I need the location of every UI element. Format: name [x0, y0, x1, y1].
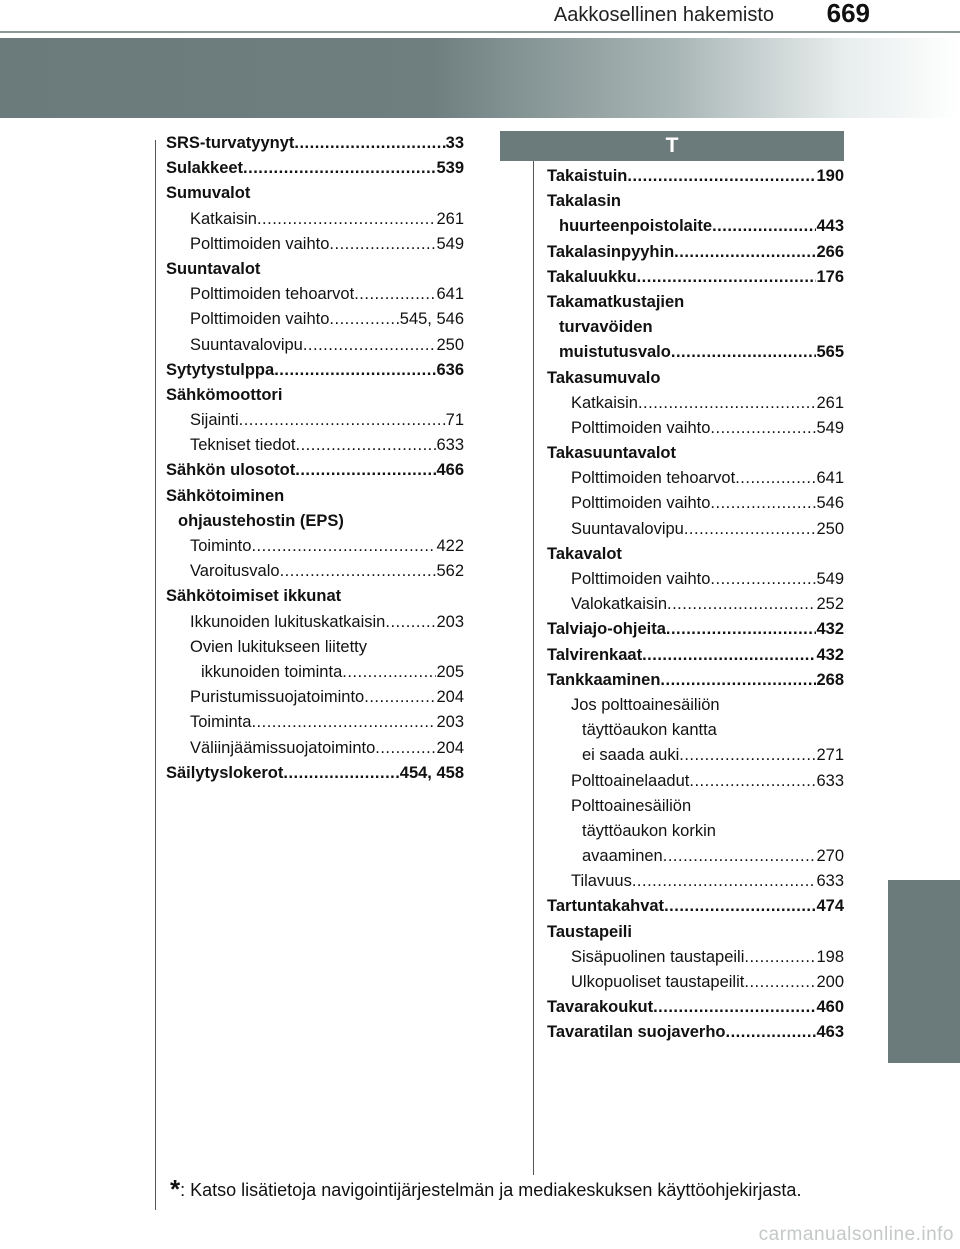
index-term: Polttimoiden vaihto	[571, 494, 711, 513]
index-term: Sähkömoottori	[166, 385, 283, 404]
index-term: Polttimoiden tehoarvot	[190, 285, 355, 304]
dot-leader	[642, 643, 816, 668]
dot-leader	[385, 610, 436, 635]
dot-leader	[689, 769, 816, 794]
index-page-ref: 641	[816, 469, 844, 488]
index-term: Valokatkaisin	[571, 595, 667, 614]
index-entry	[547, 189, 844, 214]
index-page-ref: 33	[445, 134, 464, 152]
dot-leader	[243, 156, 436, 181]
index-term: Ovien lukitukseen liitetty	[190, 637, 367, 656]
index-page-ref: 565	[816, 343, 844, 362]
index-term: Ulkopuoliset taustapeilit	[571, 973, 745, 991]
index-entry	[547, 366, 844, 391]
index-page-ref: 443	[816, 217, 844, 236]
index-term: ohjaustehostin (EPS)	[178, 511, 344, 530]
index-page-ref: 633	[816, 771, 844, 790]
index-page-ref: 545, 546	[399, 310, 464, 329]
index-page-ref: 546	[816, 494, 844, 513]
dot-leader	[671, 340, 817, 365]
index-term: ei saada auki	[582, 746, 680, 765]
dot-leader	[303, 333, 437, 358]
index-entry	[547, 340, 844, 365]
index-page-ref: 549	[816, 570, 844, 588]
index-term: Taustapeili	[547, 922, 632, 941]
dot-leader	[653, 995, 816, 1020]
dot-leader	[342, 660, 436, 685]
index-entry	[547, 491, 844, 516]
index-page-ref: 549	[436, 234, 464, 253]
index-entry	[547, 164, 844, 189]
dot-leader	[354, 282, 436, 307]
index-term: Takalasin	[547, 192, 621, 211]
index-entry	[547, 265, 844, 290]
index-term: Puristumissuojatoiminto	[190, 688, 365, 707]
index-entry	[166, 761, 464, 786]
dot-leader	[239, 408, 446, 433]
index-entry	[166, 383, 464, 408]
index-term: Toiminta	[190, 713, 252, 732]
index-term: huurteenpoistolaite	[559, 217, 713, 236]
index-term: Polttimoiden vaihto	[190, 234, 330, 253]
index-entry	[547, 567, 844, 592]
index-page-ref: 633	[436, 436, 464, 455]
dot-leader	[280, 559, 437, 584]
index-term: Suuntavalot	[166, 259, 261, 278]
index-entry	[166, 559, 464, 584]
header-banner	[0, 38, 960, 118]
index-entry	[547, 769, 844, 794]
index-term: Tavarakoukut	[547, 998, 654, 1017]
index-term: Sytytystulppa	[166, 360, 275, 379]
dot-leader	[274, 358, 436, 383]
index-page-ref: 432	[816, 645, 844, 664]
index-term: täyttöaukon korkin	[582, 821, 716, 840]
index-term: Tankkaaminen	[547, 670, 661, 689]
index-page-ref: 261	[816, 393, 844, 412]
index-term: Polttimoiden vaihto	[571, 418, 711, 437]
index-term: Tilavuus	[571, 872, 632, 891]
index-entry	[547, 794, 844, 819]
index-term: Takavalot	[547, 544, 622, 563]
index-column-left	[166, 131, 464, 786]
index-entry	[166, 131, 464, 156]
index-entry	[547, 214, 844, 239]
index-term: avaaminen	[582, 847, 663, 866]
dot-leader	[667, 592, 816, 617]
dot-leader	[251, 534, 436, 559]
index-page-ref: 271	[816, 746, 844, 765]
index-entry	[547, 894, 844, 919]
index-entry	[166, 307, 464, 332]
index-entry	[166, 584, 464, 609]
index-entry	[547, 643, 844, 668]
index-page-ref: 474	[816, 897, 844, 916]
footnote-text: : Katso lisätietoja navigointijärjestelmän ja mediakeskuksen käyttöohjekirjasta.	[180, 1180, 802, 1200]
dot-leader	[638, 391, 817, 416]
index-entry	[547, 1020, 844, 1045]
index-page-ref: 250	[816, 519, 844, 538]
index-entry	[547, 542, 844, 567]
index-page-ref: 422	[436, 537, 464, 555]
section-letter-header: T	[500, 131, 844, 161]
index-page-ref: 250	[436, 335, 464, 354]
index-entry	[547, 668, 844, 693]
index-entry	[166, 509, 464, 534]
index-entry	[547, 466, 844, 491]
index-entry	[547, 416, 844, 441]
index-term: Takamatkustajien	[547, 292, 685, 311]
dot-leader	[674, 240, 816, 265]
index-term: Tekniset tiedot	[190, 436, 296, 455]
index-entry	[166, 433, 464, 458]
index-entry	[547, 718, 844, 743]
index-term: Talviajo-ohjeita	[547, 620, 666, 639]
dot-leader	[744, 945, 816, 970]
index-term: Katkaisin	[571, 393, 638, 412]
index-entry	[547, 995, 844, 1020]
index-term: Takaluukku	[547, 267, 637, 286]
index-page-ref: 71	[445, 411, 464, 430]
index-term: Takalasinpyyhin	[547, 242, 675, 261]
index-entry	[547, 441, 844, 466]
index-term: Varoitusvalo	[190, 562, 280, 581]
index-entry	[166, 710, 464, 735]
index-entry	[547, 945, 844, 970]
index-page-ref: 204	[436, 738, 464, 757]
index-page-ref: 200	[816, 973, 844, 991]
middle-column-rule	[533, 150, 534, 1175]
index-page-ref: 539	[436, 159, 464, 178]
dot-leader	[726, 1020, 817, 1045]
index-term: Takasuuntavalot	[547, 444, 676, 463]
index-page-ref: 261	[436, 209, 464, 228]
index-page-ref: 204	[436, 688, 464, 707]
index-entry	[166, 408, 464, 433]
index-entry	[166, 333, 464, 358]
index-page-ref: 454, 458	[399, 763, 464, 782]
index-entry	[166, 156, 464, 181]
dot-leader	[710, 567, 816, 592]
index-term: Suuntavalovipu	[571, 519, 684, 538]
dot-leader	[295, 433, 436, 458]
index-page-ref: 270	[816, 847, 844, 866]
index-term: Tavaratilan suojaverho	[547, 1023, 726, 1042]
dot-leader	[283, 761, 399, 786]
index-term: Sähkötoiminen	[166, 486, 285, 505]
index-entry	[166, 610, 464, 635]
index-page-ref: 549	[816, 418, 844, 437]
dot-leader	[712, 214, 816, 239]
dot-leader	[710, 491, 816, 516]
index-term: Sähkön ulosotot	[166, 461, 296, 480]
index-entry	[547, 970, 844, 995]
index-term: Ikkunoiden lukituskatkaisin	[190, 612, 386, 631]
index-term: Sulakkeet	[166, 159, 244, 178]
index-term: Säilytyslokerot	[166, 763, 284, 782]
left-column-rule	[155, 140, 156, 1210]
index-entry	[547, 743, 844, 768]
index-term: Polttoainesäiliön	[571, 796, 692, 815]
dot-leader	[684, 517, 817, 542]
index-page-ref: 203	[436, 612, 464, 631]
index-entry	[547, 290, 844, 315]
index-term: turvavöiden	[559, 318, 653, 337]
page-number: 669	[826, 0, 870, 28]
index-entry	[166, 685, 464, 710]
dot-leader	[375, 736, 436, 761]
footnote	[170, 1174, 801, 1205]
index-page-ref: 176	[816, 267, 844, 286]
index-page-ref: 266	[816, 242, 844, 261]
watermark: carmanualsonline.info	[758, 1224, 954, 1245]
header-title: Aakkosellinen hakemisto	[553, 4, 774, 26]
index-entry	[166, 635, 464, 660]
dot-leader	[679, 743, 816, 768]
dot-leader	[710, 416, 816, 441]
index-page-ref: 460	[816, 998, 844, 1017]
index-term: Väliinjäämissuojatoiminto	[190, 738, 376, 757]
index-entry	[166, 660, 464, 685]
footnote-star: *	[170, 1174, 181, 1204]
index-page-ref: 205	[436, 662, 464, 681]
index-page-ref: 190	[816, 167, 844, 185]
index-page-ref: 198	[816, 947, 844, 966]
index-entry	[547, 315, 844, 340]
dot-leader	[664, 894, 816, 919]
index-entry	[166, 232, 464, 257]
index-term: Polttimoiden vaihto	[571, 570, 711, 588]
index-entry	[547, 517, 844, 542]
index-term: Jos polttoainesäiliön	[571, 695, 720, 714]
index-term: Polttoainelaadut	[571, 771, 690, 790]
index-page-ref: 636	[436, 360, 464, 379]
dot-leader	[295, 458, 436, 483]
index-term: Talvirenkaat	[547, 645, 643, 664]
index-entry	[166, 257, 464, 282]
index-term: SRS-turvatyynyt	[166, 134, 295, 152]
index-term: Sumuvalot	[166, 184, 251, 203]
index-page-ref: 562	[436, 562, 464, 581]
index-entry	[547, 617, 844, 642]
index-entry	[166, 458, 464, 483]
index-entry	[166, 534, 464, 559]
dot-leader	[666, 617, 817, 642]
index-entry	[547, 819, 844, 844]
index-page-ref: 203	[436, 713, 464, 732]
index-term: Toiminto	[190, 537, 252, 555]
dot-leader	[744, 970, 816, 995]
index-column-right	[547, 131, 844, 1046]
index-page-ref: 432	[816, 620, 844, 639]
index-term: Takasumuvalo	[547, 368, 661, 387]
index-page-ref: 252	[816, 595, 844, 614]
index-entry	[166, 736, 464, 761]
index-entry	[166, 282, 464, 307]
index-term: Takaistuin	[547, 167, 628, 185]
dot-leader	[632, 869, 817, 894]
index-term: Katkaisin	[190, 209, 257, 228]
index-entry	[547, 391, 844, 416]
index-entry	[547, 592, 844, 617]
index-term: Polttimoiden vaihto	[190, 310, 330, 329]
index-term: ikkunoiden toiminta	[201, 662, 343, 681]
dot-leader	[663, 844, 817, 869]
index-page-ref: 633	[816, 872, 844, 891]
index-term: Polttimoiden tehoarvot	[571, 469, 736, 488]
index-term: Sisäpuolinen taustapeili	[571, 947, 745, 966]
index-page-ref: 268	[816, 670, 844, 689]
dot-leader	[364, 685, 436, 710]
index-entry	[166, 207, 464, 232]
index-entry	[166, 484, 464, 509]
index-page-ref: 466	[436, 461, 464, 480]
index-term: Sähkötoimiset ikkunat	[166, 587, 342, 606]
index-entry	[547, 844, 844, 869]
index-term: muistutusvalo	[559, 343, 671, 362]
dot-leader	[660, 668, 816, 693]
index-entry	[547, 693, 844, 718]
index-entry	[166, 181, 464, 206]
dot-leader	[627, 164, 816, 189]
dot-leader	[637, 265, 817, 290]
index-term: Suuntavalovipu	[190, 335, 303, 354]
thumb-tab	[888, 880, 960, 1063]
index-entry	[547, 920, 844, 945]
dot-leader	[251, 710, 436, 735]
dot-leader	[329, 232, 436, 257]
dot-leader	[257, 207, 437, 232]
page-header	[0, 0, 960, 30]
index-term: täyttöaukon kantta	[582, 721, 717, 740]
index-page-ref: 463	[816, 1023, 844, 1042]
index-entry	[166, 358, 464, 383]
index-term: Sijainti	[190, 411, 239, 430]
dot-leader	[294, 131, 445, 156]
dot-leader	[329, 307, 399, 332]
index-term: Tartuntakahvat	[547, 897, 665, 916]
header-divider	[0, 31, 960, 33]
index-entry	[547, 869, 844, 894]
dot-leader	[735, 466, 816, 491]
index-page-ref: 641	[436, 285, 464, 304]
index-entry	[547, 240, 844, 265]
